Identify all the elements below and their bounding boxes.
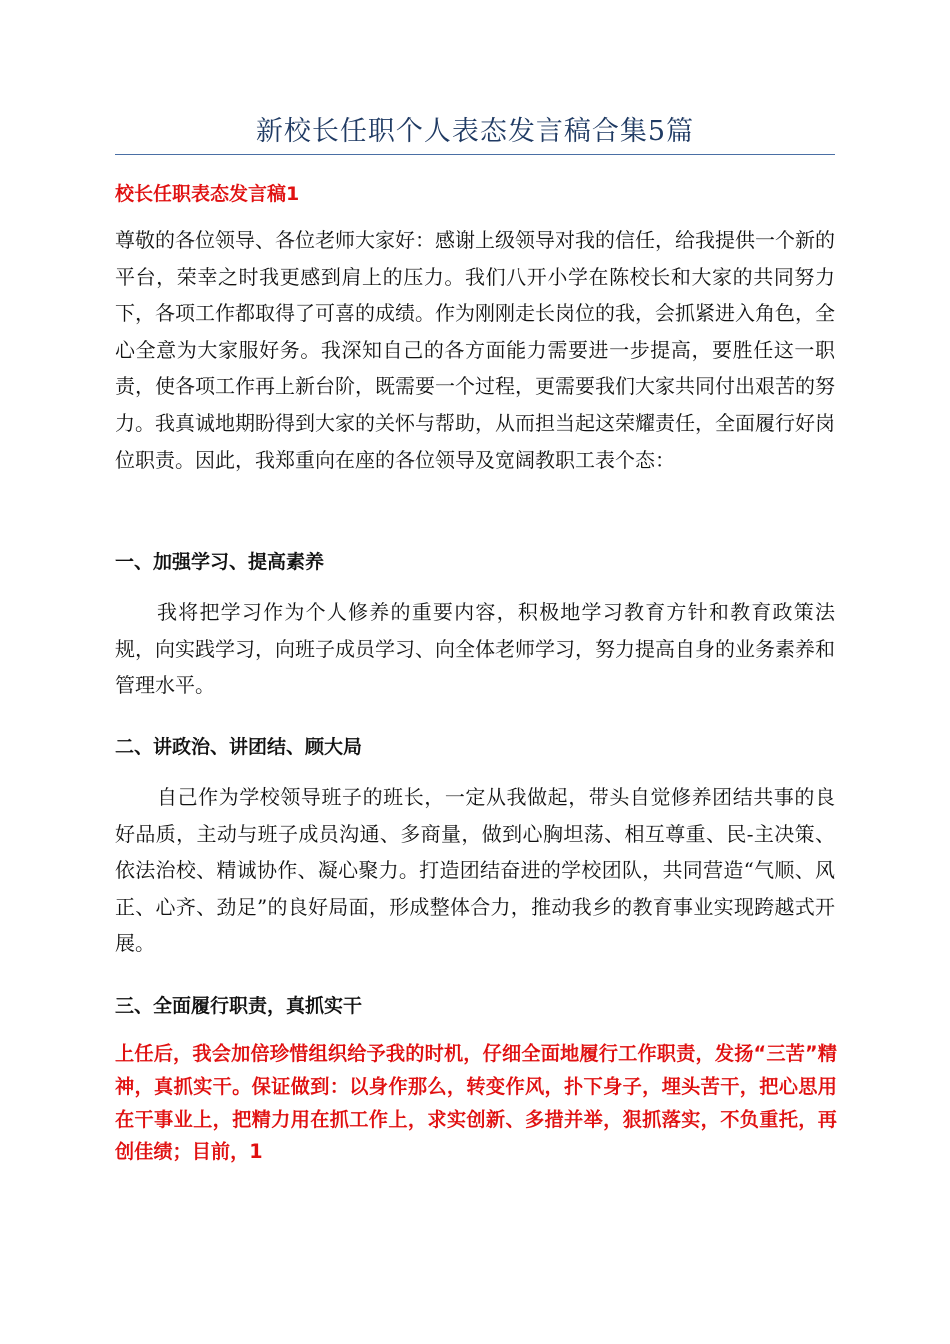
speech-heading: 校长任职表态发言稿1: [115, 183, 300, 205]
section-heading-2: 二、讲政治、讲团结、顾大局: [115, 736, 363, 758]
intro-paragraph: 尊敬的各位领导、各位老师大家好：感谢上级领导对我的信任，给我提供一个新的平台，荣幸之时我更感到肩上的压力。我们八开小学在陈校长和大家的共同努力下，各项工作都取得了可喜的成绩。作为刚刚走长岗位的我，会抓紧进入角色，全心全意为大家服好务。我深知自己的各方面能力需要进一步提高，要胜任这一职责，使各项工作再上新台阶，既需要一个过程，更需要我们大家共同付出艰苦的努力。我真诚地期盼得到大家的关怀与帮助，从而担当起这荣耀责任，全面履行好岗位职责。因此，我郑重向在座的各位领导及宽阔教职工表个态：: [115, 228, 835, 472]
section-body-1: 我将把学习作为个人修养的重要内容，积极地学习教育方针和教育政策法规，向实践学习，向班子成员学习、向全体老师学习，努力提高自身的业务素养和管理水平。: [115, 600, 835, 698]
section-heading-3: 三、全面履行职责，真抓实干: [115, 995, 363, 1017]
section-heading-1: 一、加强学习、提高素养: [115, 551, 325, 573]
section-body-2: 自己作为学校领导班子的班长，一定从我做起，带头自觉修养团结共事的良好品质，主动与班子成员沟通、多商量，做到心胸坦荡、相互尊重、民-主决策、依法治校、精诚协作、凝心聚力。打造团结奋进的学校团队，共同营造“气顺、风正、心齐、劲足”的良好局面，形成整体合力，推动我乡的教育事业实现跨越式开展。: [115, 785, 835, 956]
document-title: 新校长任职个人表态发言稿合集5篇: [255, 116, 695, 147]
section-body-3: 上任后，我会加倍珍惜组织给予我的时机，仔细全面地履行工作职责，发扬“三苦”精神，真抓实干。保证做到：以身作那么，转变作风，扑下身子，埋头苦干，把心思用在干事业上，把精力用在抓工作上，求实创新、多措并举，狠抓落实，不负重托，再创佳绩；目前，1: [115, 1042, 837, 1164]
title-underline-divider: [115, 154, 835, 155]
